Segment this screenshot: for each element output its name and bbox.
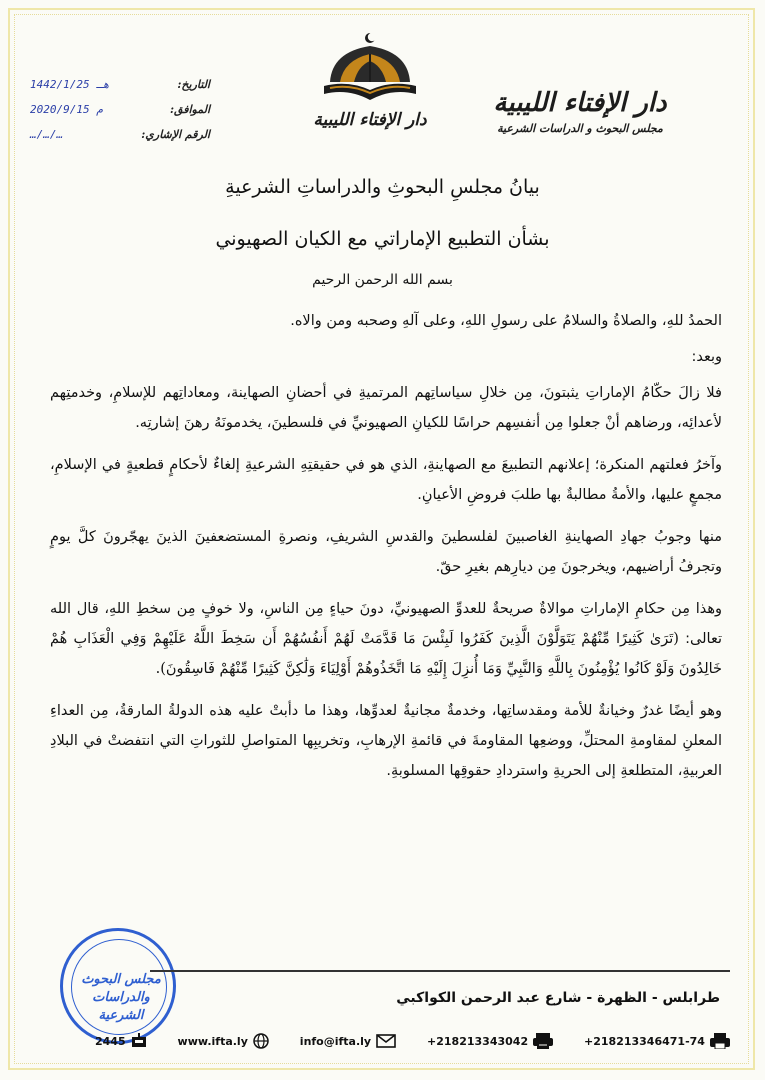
envelope-icon xyxy=(376,1034,396,1048)
reference-label: الرقم الإشاري: xyxy=(141,128,210,141)
paragraph-5: وهو أيضًا غدرٌ وخيانةٌ للأمة ومقدساتِها، وخدمةٌ مجانيةٌ لعدوِّها، وهذا ما دأبتْ عليه هذه الدولةُ المارقةُ، مِن العداءِ المعلنِ لمقاومةِ المحتلِّ، ووضعِها المقاومةَ في قائمةِ الإرهابِ، وتخريبِها المتواصلِ للثوراتِ التي انتفضتْ في البلادِ العربيةِ، المتطلعةِ إلى الحريةِ واستردادِ حقوقِها المسلوبةِ. xyxy=(50,703,722,779)
logo xyxy=(300,30,440,130)
paragraph-opening: الحمدُ للهِ، والصلاةُ والسلامُ على رسولِ اللهِ، وعلى آلهِ وصحبه ومن والاه. xyxy=(290,313,722,329)
paragraph-wabaad: وبعد: xyxy=(691,349,722,365)
basmala: بسم الله الرحمن الرحيم xyxy=(312,272,453,288)
phone-item xyxy=(427,1033,553,1049)
mailbox-icon xyxy=(131,1033,147,1049)
footer-divider xyxy=(150,970,730,972)
quran-verse: (تَرَىٰ كَثِيرًا مِّنْهُمْ يَتَوَلَّوْنَ الَّذِينَ كَفَرُوا لَبِئْسَ مَا قَدَّمَتْ لَهُمْ أَنفُسُهُمْ أَن سَخِطَ اللَّهُ عَلَيْهِمْ وَفِي الْعَذَابِ هُمْ خَالِدُونَ وَلَوْ كَانُوا يُؤْمِنُونَ بِاللَّهِ وَالنَّبِيِّ وَمَا أُنزِلَ إِلَيْهِ مَا اتَّخَذُوهُمْ أَوْلِيَاءَ وَلَٰكِنَّ كَثِيرًا مِّنْهُمْ فَاسِقُونَ). xyxy=(50,631,722,677)
paragraph-2: وآخرُ فعلتهم المنكرة؛ إعلانهم التطبيعَ مع الصهاينةِ، الذي هو في حقيقتِهِ الشرعيةِ إلغاءٌ لأحكامٍ قطعيةٍ في الإسلامِ، مجمعٍ عليها، والأمةُ مطالبةٌ بها طلبَ فروضِ الأعيانِ. xyxy=(50,457,722,503)
printer-icon xyxy=(533,1033,553,1049)
stamp-text xyxy=(63,971,179,1025)
phone-number: +218213343042 xyxy=(427,1034,529,1048)
date-value: 1442/1/25 هـ xyxy=(30,78,110,91)
globe-icon xyxy=(253,1033,269,1049)
website-url[interactable]: www.ifta.ly xyxy=(177,1034,248,1048)
pobox-item xyxy=(95,1033,147,1049)
stamp-line-1: مجلس البحوث والدراسات xyxy=(81,972,161,1005)
footer-address: طرابلس - الظهرة - شارع عبد الرحمن الكواكبي xyxy=(396,990,720,1006)
paragraph-1: فلا زالَ حكّامُ الإماراتِ يثبتونَ، مِن خلالِ سياساتِهم المرتميةِ في أحضانِ الصهاينة، ومعاداتِهم للإسلامِ، وخدمتِهم لأعدائِه، ورضاهم أنْ جعلوا مِن أنفسِهم حراسًا للكيانِ الصهيونيِّ في فلسطينَ، يخدمونَهُ رهنَ إشارتِه. xyxy=(50,385,722,431)
corresponding-label: الموافق: xyxy=(170,103,210,116)
date-row xyxy=(30,72,210,97)
statement-subject: بشأن التطبيع الإماراتي مع الكيان الصهيوني xyxy=(215,228,550,250)
paragraph-4-text: وهذا مِن حكامِ الإماراتِ موالاةٌ صريحةٌ للعدوِّ الصهيونيِّ، دونَ حياءٍ مِن الناسِ، ولا خوفٍ مِن سخطِ اللهِ، قال الله تعالى: xyxy=(50,601,723,647)
paragraph-4 xyxy=(50,594,722,684)
brand-header xyxy=(465,88,695,135)
paragraph-3: منها وجوبُ جهادِ الصهاينةِ الغاصبينَ لفلسطينَ والقدسِ الشريفِ، ونصرةِ المستضعفينَ الذينَ يهجّرونَ كلَّ يومٍ وتجرفُ أراضيهم، ويخرجونَ مِن ديارِهم بغيرِ حقّ. xyxy=(50,529,722,575)
statement-body xyxy=(50,306,722,798)
reference-value: …/…/… xyxy=(30,128,64,141)
email-address[interactable]: info@ifta.ly xyxy=(299,1034,372,1048)
statement-title: بيانُ مجلسِ البحوثِ والدراساتِ الشرعيةِ xyxy=(225,176,540,198)
footer-contacts xyxy=(95,1030,730,1052)
fax-icon xyxy=(710,1033,730,1049)
fax-number: +218213346471-74 xyxy=(584,1034,705,1048)
reference-row xyxy=(30,122,210,147)
brand-name: دار الإفتاء الليبية xyxy=(493,88,667,118)
website-item xyxy=(178,1033,269,1049)
brand-subtitle: مجلس البحوث و الدراسات الشرعية xyxy=(497,122,663,136)
official-stamp xyxy=(60,928,176,1044)
corresponding-row xyxy=(30,97,210,122)
corresponding-value: 2020/9/15 م xyxy=(30,103,103,116)
dome-logo-icon xyxy=(310,30,430,112)
reference-block xyxy=(30,72,210,147)
date-label: التاريخ: xyxy=(177,78,210,91)
fax-item xyxy=(584,1033,730,1049)
logo-caption: دار الإفتاء الليبية xyxy=(313,110,427,130)
pobox-number: 2445 xyxy=(95,1034,126,1048)
stamp-line-2: الشرعية xyxy=(98,1008,144,1023)
email-item xyxy=(300,1034,396,1048)
